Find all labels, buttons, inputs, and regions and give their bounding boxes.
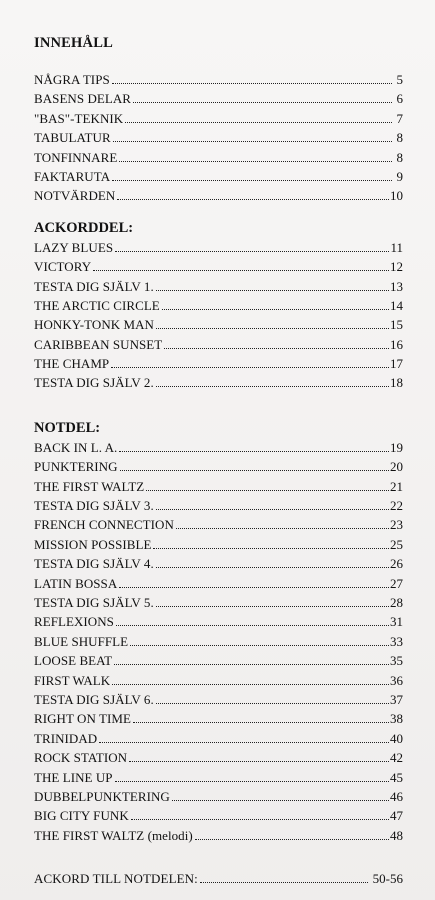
toc-item-title: FRENCH CONNECTION xyxy=(34,517,174,533)
toc-item[interactable] xyxy=(34,690,403,709)
toc-item[interactable] xyxy=(34,167,403,186)
toc-item-footer[interactable] xyxy=(34,869,403,888)
toc-item[interactable] xyxy=(34,632,403,651)
intro-list xyxy=(34,70,403,206)
toc-item-page: 5 xyxy=(396,72,403,87)
toc-item-page: 10 xyxy=(390,188,403,204)
toc-item-page: 8 xyxy=(396,130,403,146)
dot-leader xyxy=(99,742,389,743)
toc-item-title: VICTORY xyxy=(34,259,92,275)
toc-item[interactable] xyxy=(34,574,403,593)
table-of-contents xyxy=(34,34,403,888)
dot-leader xyxy=(119,587,389,588)
toc-item-title: TESTA DIG SJÄLV 5. xyxy=(34,594,154,610)
toc-item-title: NÅGRA TIPS xyxy=(34,72,110,87)
toc-item-page: 12 xyxy=(390,259,403,275)
dot-leader xyxy=(119,451,389,452)
dot-leader xyxy=(200,882,368,883)
toc-item-page: 19 xyxy=(390,439,403,455)
toc-item-page: 21 xyxy=(390,478,403,494)
footer-list xyxy=(34,869,403,888)
toc-item-page: 27 xyxy=(390,575,403,591)
toc-item-page: 16 xyxy=(390,336,403,352)
toc-item-title: TESTA DIG SJÄLV 4. xyxy=(34,556,154,572)
dot-leader xyxy=(156,606,389,607)
section-heading: NOTDEL: xyxy=(34,419,101,436)
toc-item-page: 26 xyxy=(390,556,403,572)
page-title: INNEHÅLL xyxy=(34,35,113,51)
toc-item-title: LOOSE BEAT xyxy=(34,653,113,669)
toc-item-page: 9 xyxy=(396,168,403,184)
toc-item[interactable] xyxy=(34,70,403,89)
toc-item-page: 31 xyxy=(390,614,403,630)
section-spacer xyxy=(34,393,403,419)
toc-item-title: RIGHT ON TIME xyxy=(34,711,131,727)
toc-item-page: 20 xyxy=(390,459,403,475)
toc-item-page: 11 xyxy=(390,239,403,255)
toc-item[interactable] xyxy=(34,277,403,296)
toc-item-title: REFLEXIONS xyxy=(34,614,114,630)
toc-item[interactable] xyxy=(34,477,403,496)
toc-item[interactable] xyxy=(34,89,403,108)
dot-leader xyxy=(176,528,389,529)
dot-leader xyxy=(164,348,389,349)
dot-leader xyxy=(115,781,389,782)
toc-item-page: 46 xyxy=(390,788,403,804)
toc-item-page: 33 xyxy=(390,633,403,649)
toc-item-title: TRINIDAD xyxy=(34,730,98,746)
toc-item[interactable] xyxy=(34,826,403,845)
section-heading: ACKORDDEL: xyxy=(34,219,134,236)
toc-item-page: 13 xyxy=(390,278,403,294)
dot-leader xyxy=(162,309,389,310)
toc-item[interactable] xyxy=(34,806,403,825)
toc-item-page: 45 xyxy=(390,769,403,785)
dot-leader xyxy=(156,703,389,704)
toc-item[interactable] xyxy=(34,373,403,392)
toc-item-title: ACKORD TILL NOTDELEN: xyxy=(34,871,198,887)
toc-item-page: 35 xyxy=(390,653,403,669)
toc-item[interactable] xyxy=(34,748,403,767)
toc-item[interactable] xyxy=(34,457,403,476)
dot-leader xyxy=(156,509,389,510)
toc-item[interactable] xyxy=(34,593,403,612)
toc-item-title: LATIN BOSSA xyxy=(34,575,118,591)
toc-item-page: 7 xyxy=(396,110,403,126)
toc-item-title: TESTA DIG SJÄLV 6. xyxy=(34,691,154,707)
toc-item-page: 37 xyxy=(390,691,403,707)
dot-leader xyxy=(133,722,389,723)
dot-leader xyxy=(120,470,389,471)
toc-item-title: FIRST WALK xyxy=(34,672,111,688)
toc-item-title: LAZY BLUES xyxy=(34,239,114,255)
dot-leader xyxy=(156,386,389,387)
toc-item[interactable] xyxy=(34,554,403,573)
notdel-list xyxy=(34,438,403,845)
toc-item-title: THE CHAMP xyxy=(34,356,110,372)
dot-leader xyxy=(156,328,389,329)
toc-item-page: 40 xyxy=(390,730,403,746)
toc-item-title: CARIBBEAN SUNSET xyxy=(34,336,163,352)
dot-leader xyxy=(113,141,392,142)
dot-leader xyxy=(112,180,392,181)
toc-item[interactable] xyxy=(34,515,403,534)
toc-item[interactable] xyxy=(34,238,403,257)
toc-item-page: 50-56 xyxy=(372,871,403,887)
toc-item[interactable] xyxy=(34,671,403,690)
toc-item-title: BIG CITY FUNK xyxy=(34,808,129,824)
dot-leader xyxy=(129,761,389,762)
toc-item-title: TESTA DIG SJÄLV 2. xyxy=(34,375,154,391)
toc-item[interactable] xyxy=(34,729,403,748)
toc-item-title: MISSION POSSIBLE xyxy=(34,536,152,552)
dot-leader xyxy=(112,684,389,685)
toc-item-page: 28 xyxy=(390,594,403,610)
toc-item-page: 22 xyxy=(390,498,403,514)
toc-item-page: 23 xyxy=(390,517,403,533)
toc-item[interactable] xyxy=(34,651,403,670)
dot-leader xyxy=(156,290,389,291)
toc-item-title: BACK IN L. A. xyxy=(34,439,118,455)
toc-item[interactable] xyxy=(34,354,403,373)
toc-item-page: 8 xyxy=(396,149,403,165)
toc-item[interactable] xyxy=(34,496,403,515)
toc-item[interactable] xyxy=(34,315,403,334)
dot-leader xyxy=(146,490,389,491)
dot-leader xyxy=(156,567,389,568)
dot-leader xyxy=(172,800,389,801)
dot-leader xyxy=(115,251,389,252)
toc-item-page: 47 xyxy=(390,808,403,824)
toc-item-title: THE FIRST WALTZ xyxy=(34,478,145,494)
toc-item-title: TESTA DIG SJÄLV 3. xyxy=(34,498,154,514)
dot-leader xyxy=(133,102,392,103)
toc-item-title: THE LINE UP xyxy=(34,769,113,785)
toc-item-page: 25 xyxy=(390,536,403,552)
toc-item[interactable] xyxy=(34,768,403,787)
dot-leader xyxy=(111,367,389,368)
toc-item-page: 42 xyxy=(390,750,403,766)
toc-item[interactable] xyxy=(34,335,403,354)
toc-item[interactable] xyxy=(34,257,403,276)
toc-item-title: THE FIRST WALTZ (melodi) xyxy=(34,827,193,843)
toc-item-title: TONFINNARE xyxy=(34,149,118,165)
dot-leader xyxy=(112,83,392,84)
toc-item-title: TESTA DIG SJÄLV 1. xyxy=(34,278,154,294)
dot-leader xyxy=(119,161,392,162)
dot-leader xyxy=(131,819,389,820)
toc-item-page: 6 xyxy=(396,91,403,107)
toc-item[interactable] xyxy=(34,438,403,457)
toc-item-title: PUNKTERING xyxy=(34,459,118,475)
toc-item-page: 15 xyxy=(390,317,403,333)
toc-item[interactable] xyxy=(34,709,403,728)
toc-item-page: 18 xyxy=(390,375,403,391)
dot-leader xyxy=(117,199,389,200)
toc-item-title: BLUE SHUFFLE xyxy=(34,633,129,649)
dot-leader xyxy=(130,645,389,646)
toc-item-page: 14 xyxy=(390,297,403,313)
toc-item[interactable] xyxy=(34,612,403,631)
toc-item-title: TABULATUR xyxy=(34,130,111,146)
section-spacer xyxy=(34,845,403,869)
toc-item-page: 38 xyxy=(390,711,403,727)
toc-item-page: 17 xyxy=(390,356,403,372)
dot-leader xyxy=(114,664,389,665)
section-ackorddel xyxy=(34,219,403,393)
dot-leader xyxy=(116,625,389,626)
dot-leader xyxy=(125,122,392,123)
section-notdel xyxy=(34,419,403,845)
toc-item-title: BASENS DELAR xyxy=(34,91,132,107)
dot-leader xyxy=(195,839,389,840)
toc-item-title: ROCK STATION xyxy=(34,750,128,766)
ackorddel-list xyxy=(34,238,403,393)
toc-item-title: NOTVÄRDEN xyxy=(34,188,116,204)
toc-item[interactable] xyxy=(34,296,403,315)
dot-leader xyxy=(93,270,389,271)
toc-item[interactable] xyxy=(34,128,403,147)
toc-item[interactable] xyxy=(34,787,403,806)
toc-item-title: DUBBELPUNKTERING xyxy=(34,788,170,804)
toc-item-title: HONKY-TONK MAN xyxy=(34,317,154,333)
toc-item-page: 48 xyxy=(390,827,403,843)
toc-item-page: 36 xyxy=(390,672,403,688)
toc-item-title: THE ARCTIC CIRCLE xyxy=(34,297,160,313)
toc-item[interactable] xyxy=(34,186,403,205)
toc-item-title: "BAS"-TEKNIK xyxy=(34,110,124,126)
toc-item[interactable] xyxy=(34,148,403,167)
toc-item[interactable] xyxy=(34,109,403,128)
toc-item-title: FAKTARUTA xyxy=(34,168,111,184)
dot-leader xyxy=(153,548,389,549)
section-spacer xyxy=(34,206,403,219)
toc-item[interactable] xyxy=(34,535,403,554)
